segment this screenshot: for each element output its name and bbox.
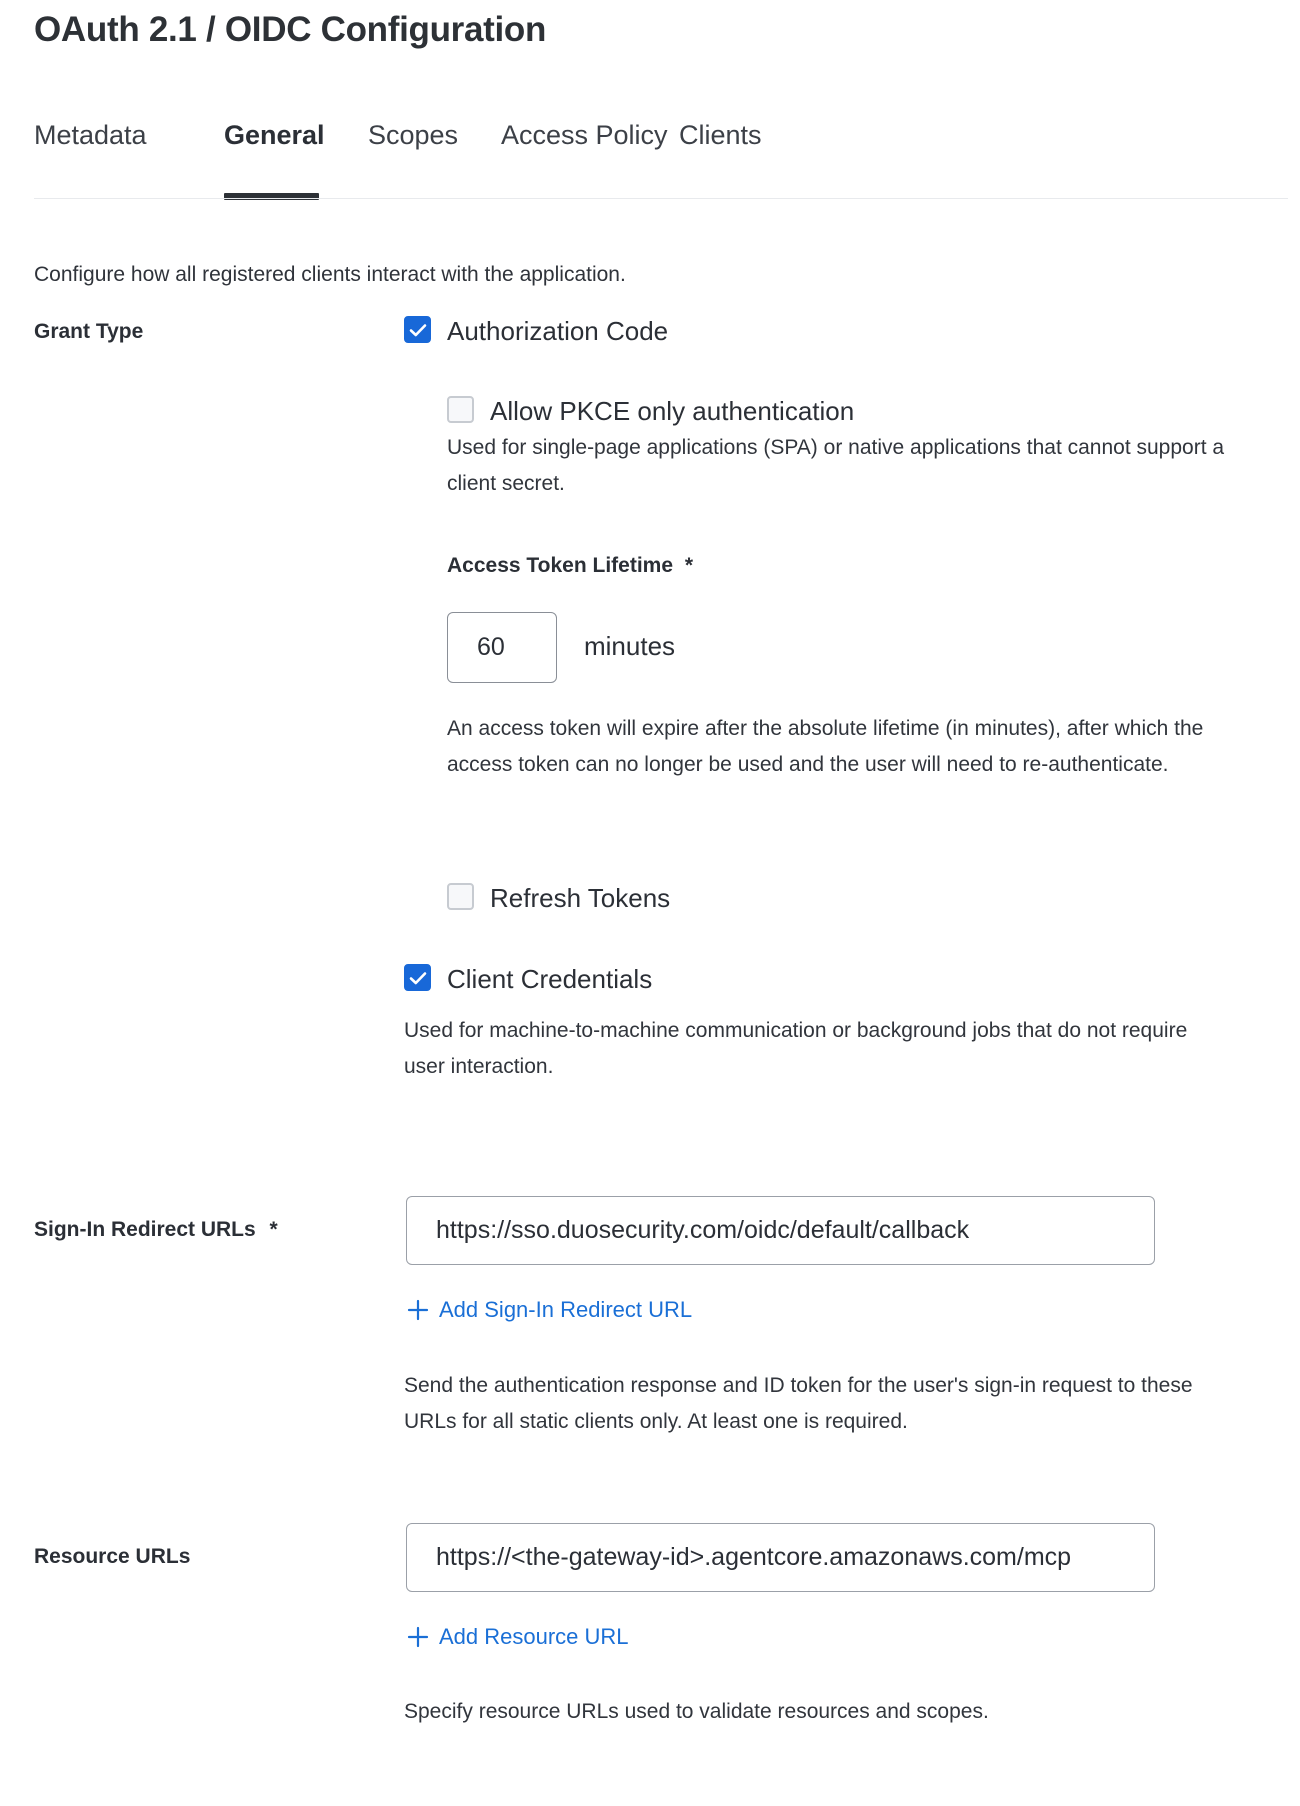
plus-icon	[407, 1626, 429, 1648]
authorization-code-label[interactable]: Authorization Code	[447, 316, 669, 346]
resource-urls-help: Specify resource URLs used to validate resources and scopes.	[404, 1700, 989, 1723]
required-mark: *	[269, 1218, 278, 1241]
access-token-lifetime-help: An access token will expire after the absolute lifetime (in minutes), after which the access token can no longer be used and the user will need to re-authenticate.	[447, 717, 1204, 776]
tab-clients[interactable]: Clients	[679, 120, 762, 150]
refresh-tokens-label[interactable]: Refresh Tokens	[490, 883, 671, 913]
tab-metadata[interactable]: Metadata	[34, 120, 147, 150]
tab-general[interactable]: General	[224, 120, 325, 150]
required-mark: *	[684, 554, 694, 577]
sign-in-redirect-help: Send the authentication response and ID token for the user's sign-in request to these URLs for all static clients only. At least one is required.	[404, 1374, 1193, 1433]
add-resource-url-button[interactable]	[407, 1624, 629, 1650]
plus-icon	[407, 1299, 429, 1321]
tabs-divider	[34, 198, 1288, 199]
sign-in-redirect-label-text: Sign-In Redirect URLs	[34, 1218, 256, 1241]
client-credentials-label[interactable]: Client Credentials	[447, 964, 653, 994]
section-description: Configure how all registered clients interact with the application.	[34, 263, 626, 286]
pkce-only-help: Used for single-page applications (SPA) or native applications that cannot support a client secret.	[447, 436, 1225, 495]
access-token-lifetime-label	[447, 554, 693, 578]
access-token-lifetime-label-text: Access Token Lifetime	[447, 554, 674, 577]
add-sign-in-redirect-url-label: Add Sign-In Redirect URL	[439, 1297, 693, 1322]
check-icon	[409, 971, 427, 985]
tab-bar	[34, 120, 1288, 200]
resource-urls-label: Resource URLs	[34, 1545, 191, 1568]
page-title: OAuth 2.1 / OIDC Configuration	[34, 10, 547, 49]
access-token-lifetime-input[interactable]	[447, 612, 557, 683]
access-token-lifetime-unit: minutes	[584, 631, 676, 661]
client-credentials-checkbox[interactable]	[404, 964, 431, 991]
client-credentials-help: Used for machine-to-machine communication or background jobs that do not require user interaction.	[404, 1019, 1188, 1078]
grant-type-label: Grant Type	[34, 320, 144, 343]
resource-url-input[interactable]	[406, 1523, 1155, 1592]
authorization-code-checkbox[interactable]	[404, 316, 431, 343]
add-sign-in-redirect-url-button[interactable]	[407, 1297, 692, 1323]
check-icon	[409, 323, 427, 337]
add-resource-url-label: Add Resource URL	[439, 1624, 629, 1649]
tab-scopes[interactable]: Scopes	[368, 120, 459, 150]
sign-in-redirect-url-input[interactable]	[406, 1196, 1155, 1265]
pkce-only-checkbox[interactable]	[447, 396, 474, 423]
tab-access-policy[interactable]: Access Policy	[501, 120, 668, 150]
pkce-only-label[interactable]: Allow PKCE only authentication	[490, 396, 855, 426]
refresh-tokens-checkbox[interactable]	[447, 883, 474, 910]
sign-in-redirect-label	[34, 1218, 278, 1242]
